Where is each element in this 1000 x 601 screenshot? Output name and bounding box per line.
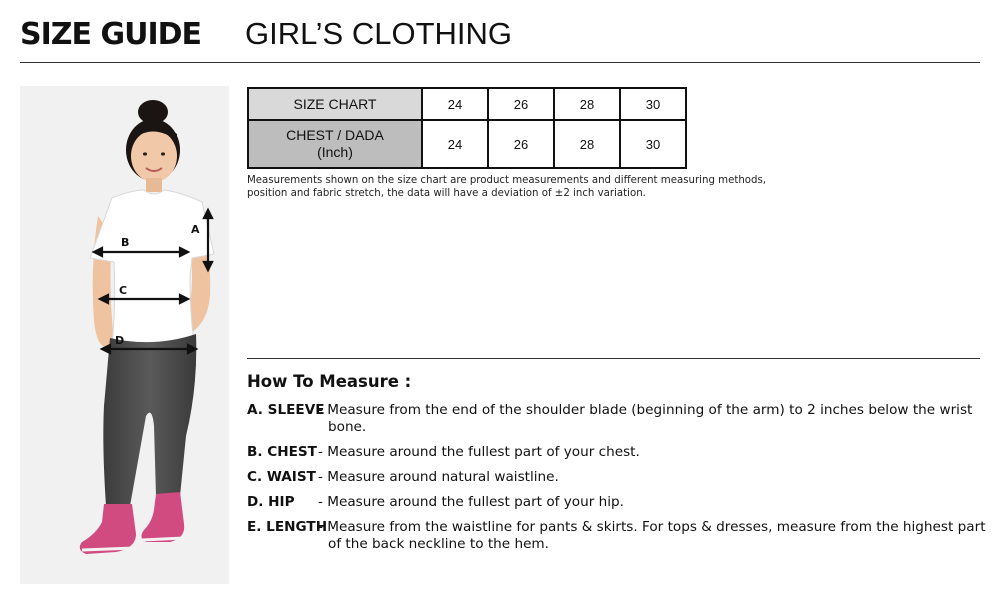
chest-cell: 30 [620, 120, 686, 168]
marker-d: D [115, 334, 125, 347]
section-divider [247, 358, 980, 359]
header-divider [20, 62, 980, 63]
size-chart-table [247, 87, 687, 169]
measurement-note: Measurements shown on the size chart are product measurements and different measuring methods, position and fabric stretch, the data will have a deviation of ±2 inch variation. [247, 175, 767, 199]
step-text: - Measure from the end of the shoulder blade (beginning of the arm) to 2 inches below the wrist bone. [318, 402, 987, 436]
header [20, 16, 512, 60]
table-row [248, 120, 686, 168]
step-text: - Measure around the fullest part of your chest. [318, 444, 987, 461]
girl-illustration [20, 86, 229, 584]
chest-label-line1: CHEST / DADA [286, 127, 384, 143]
size-chart-header: SIZE CHART [248, 88, 422, 120]
step-hip [247, 494, 987, 511]
page-subtitle: GIRL’S CLOTHING [245, 16, 513, 51]
chest-cell: 28 [554, 120, 620, 168]
page-title: SIZE GUIDE [20, 17, 202, 52]
marker-b: B [121, 236, 130, 249]
measure-steps [247, 402, 987, 561]
step-chest [247, 444, 987, 461]
step-waist [247, 469, 987, 486]
model-photo [20, 86, 229, 584]
table-row [248, 88, 686, 120]
size-cell: 30 [620, 88, 686, 120]
size-cell: 24 [422, 88, 488, 120]
size-cell: 28 [554, 88, 620, 120]
chest-row-label [248, 120, 422, 168]
chest-cell: 26 [488, 120, 554, 168]
step-label: E. LENGTH [247, 519, 328, 535]
step-label: B. CHEST [247, 444, 317, 460]
how-to-measure-title: How To Measure : [247, 372, 412, 391]
chest-label-line2: (Inch) [317, 144, 353, 160]
step-length [247, 519, 987, 553]
step-label: D. HIP [247, 494, 295, 510]
marker-c: C [119, 284, 128, 297]
step-label: C. WAIST [247, 469, 316, 485]
size-cell: 26 [488, 88, 554, 120]
step-text: - Measure from the waistline for pants & skirts. For tops & dresses, measure from the highest part of the back neckline to the hem. [318, 519, 987, 553]
marker-a: A [191, 223, 200, 236]
step-text: - Measure around natural waistline. [318, 469, 987, 486]
step-text: - Measure around the fullest part of your hip. [318, 494, 987, 511]
step-sleeve [247, 402, 987, 436]
step-label: A. SLEEVE [247, 402, 325, 418]
chest-cell: 24 [422, 120, 488, 168]
